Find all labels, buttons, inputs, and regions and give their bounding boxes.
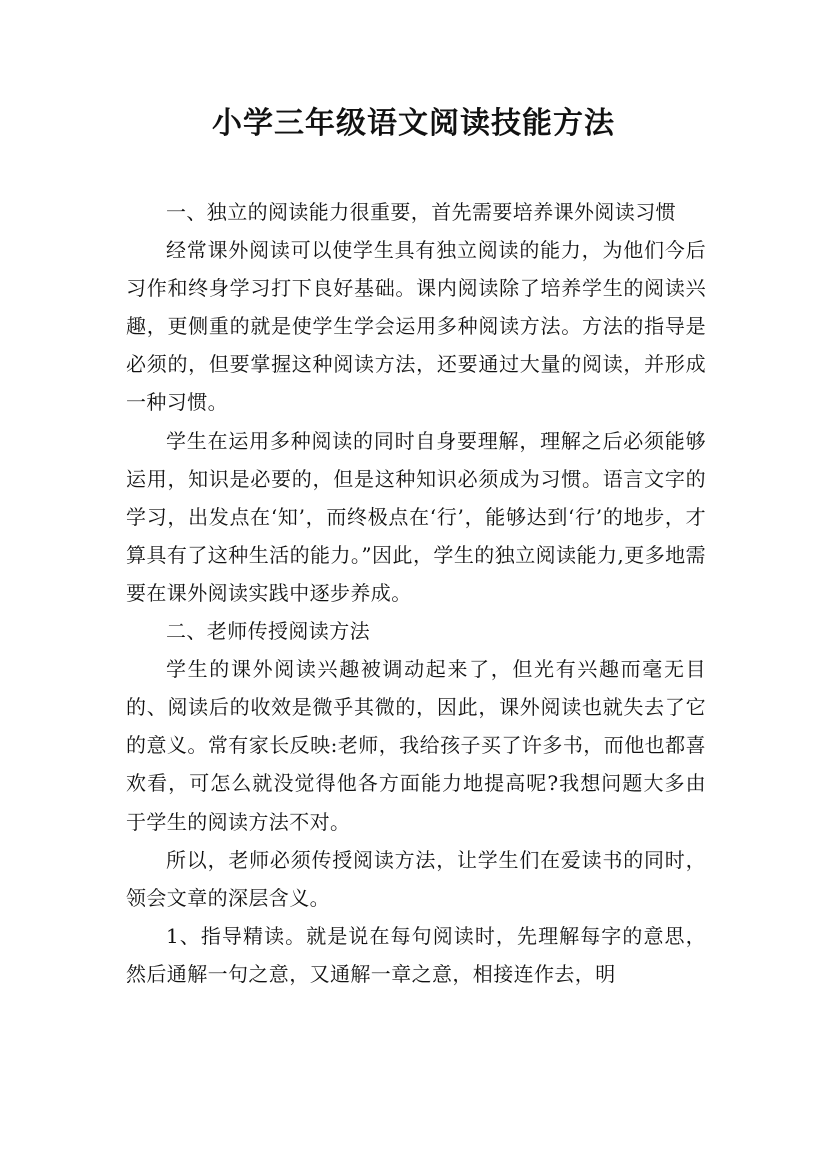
document-title: 小学三年级语文阅读技能方法 xyxy=(212,106,615,141)
paragraph: 经常课外阅读可以使学生具有独立阅读的能力，为他们今后习作和终身学习打下良好基础。课内阅读除了培养学生的阅读兴趣，更侧重的就是使学生学会运用多种阅读方法。方法的指导是必须的，但要掌握这种阅读方法，还要通过大量的阅读，并形成一种习惯。 xyxy=(126,238,706,415)
paragraph-heading-2: 二、老师传授阅读方法 xyxy=(166,619,370,644)
paragraph-list-item: 1、指导精读。就是说在每句阅读时，先理解每字的意思，然后通解一句之意，又通解一章之意，相接连作去，明 xyxy=(126,923,706,986)
paragraph-heading-1: 一、独立的阅读能力很重要，首先需要培养课外阅读习惯 xyxy=(166,200,676,224)
paragraph: 学生在运用多种阅读的同时自身要理解，理解之后必须能够运用，知识是必要的，但是这种知识必须成为习惯。语言文字的学习，出发点在‘知’，而终极点在‘行’，能够达到‘行’的地步，才算具有了这种生活的能力。”因此，学生的独立阅读能力,更多地需要在课外阅读实践中逐步养成。 xyxy=(126,428,706,605)
paragraph: 学生的课外阅读兴趣被调动起来了，但光有兴趣而毫无目的、阅读后的收效是微乎其微的，因此，课外阅读也就失去了它的意义。常有家长反映:老师，我给孩子买了许多书，而他也都喜欢看，可怎么就没觉得他各方面能力地提高呢?我想问题大多由于学生的阅读方法不对。 xyxy=(126,657,706,834)
document-body xyxy=(126,193,706,993)
paragraph: 所以，老师必须传授阅读方法，让学生们在爱读书的同时，领会文章的深层含义。 xyxy=(126,847,706,910)
